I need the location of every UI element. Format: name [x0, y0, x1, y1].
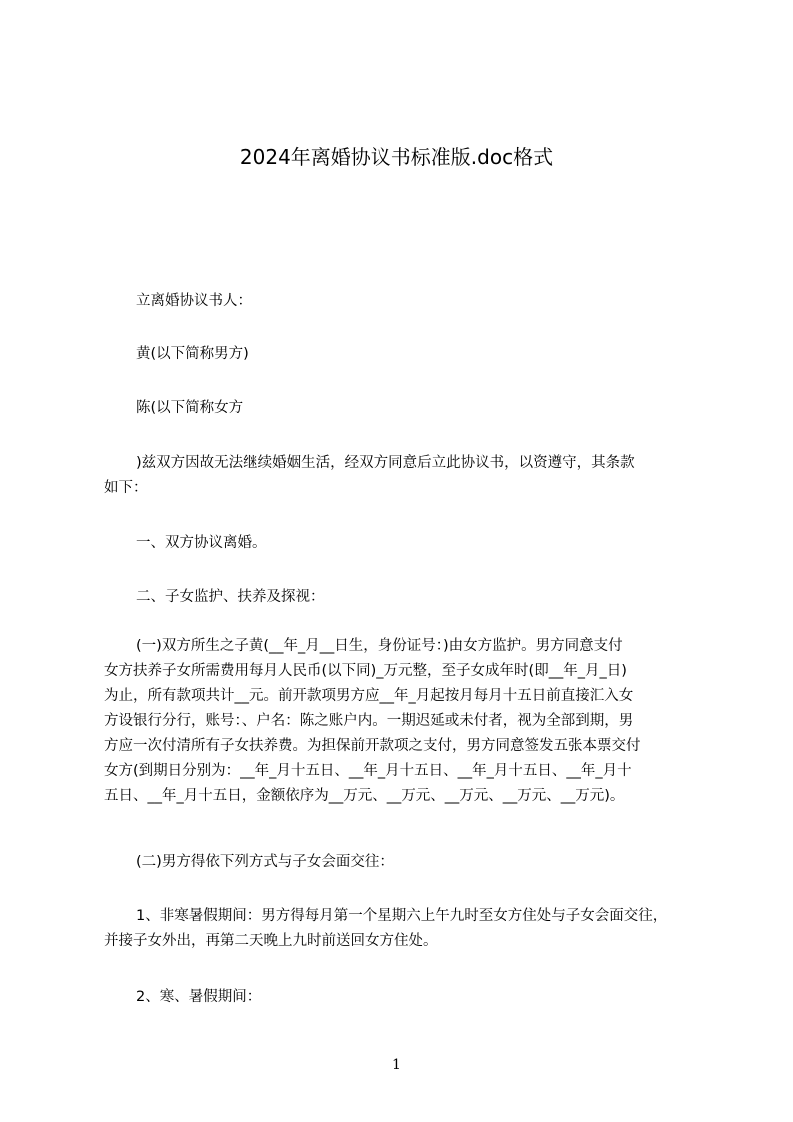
clause-2-section-2-heading: (二)男方得依下列方式与子女会面交往：	[136, 854, 394, 870]
clause-1: 一、双方协议离婚。	[136, 535, 267, 551]
paragraph-parties: 立离婚协议书人：	[136, 293, 252, 309]
visitation-item-1-line: 1、非寒暑假期间：男方得每月第一个星期六上午九时至女方住处与子女会面交往，	[136, 908, 668, 924]
visitation-item-2: 2、寒、暑假期间：	[136, 989, 262, 1005]
clause-2-section-1	[104, 634, 704, 809]
section-1-line: 女方扶养子女所需费用每月人民币(以下同)_万元整，至子女成年时(即__年_月_日)	[104, 663, 627, 679]
page-number: 1	[392, 1057, 401, 1073]
section-1-line: 为止，所有款项共计__元。前开款项男方应__年_月起按月每月十五日前直接汇入女	[104, 688, 634, 704]
section-1-line: (一)双方所生之子黄(__年_月__日生，身份证号：)由女方监护。男方同意支付	[136, 638, 623, 654]
visitation-item-1-line: 并接子女外出，再第二天晚上九时前送回女方住处。	[104, 933, 438, 949]
section-1-line: 方应一次付清所有子女扶养费。为担保前开款项之支付，男方同意签发五张本票交付	[104, 738, 641, 754]
preamble-line-1: )兹双方因故无法继续婚姻生活，经双方同意后立此协议书，以资遵守，其条款	[136, 455, 635, 471]
paragraph-preamble	[104, 451, 704, 501]
section-1-line: 方设银行分行，账号：、户名：陈之账户内。一期迟延或未付者，视为全部到期，男	[104, 713, 634, 729]
visitation-item-1	[104, 904, 704, 954]
paragraph-female-party: 陈(以下简称女方	[136, 400, 244, 416]
preamble-line-2: 如下：	[104, 480, 148, 496]
paragraph-male-party: 黄(以下简称男方)	[136, 346, 249, 362]
clause-2-heading: 二、子女监护、扶养及探视：	[136, 589, 325, 605]
section-1-line: 女方(到期日分别为：__年_月十五日、__年_月十五日、__年_月十五日、__年_月十	[104, 763, 632, 779]
document-title: 2024年离婚协议书标准版.doc格式	[239, 145, 554, 169]
section-1-line: 五日、__年_月十五日，金额依序为__万元、__万元、__万元、__万元、__万元)。	[104, 788, 625, 804]
